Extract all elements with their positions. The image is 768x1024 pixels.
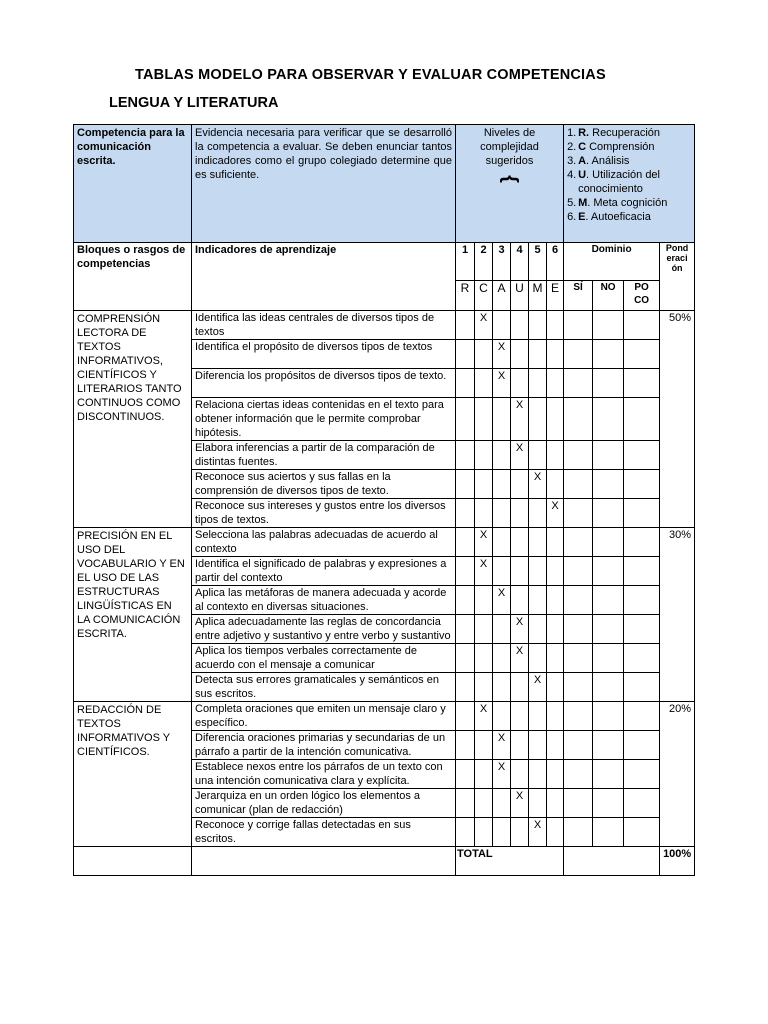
- indicator-text: Selecciona las palabras adecuadas de acuerdo al contexto: [192, 528, 456, 557]
- level-4-cell: [511, 760, 529, 789]
- dominio-no-cell: [593, 586, 624, 615]
- level-1-cell: [456, 615, 475, 644]
- level-5-cell: X: [529, 818, 547, 847]
- indicator-text: Elabora inferencias a partir de la comparación de distintas fuentes.: [192, 441, 456, 470]
- level-2-cell: [475, 470, 493, 499]
- level-4-cell: [511, 311, 529, 340]
- indicator-text: Jerarquiza en un orden lógico los elementos a comunicar (plan de redacción): [192, 789, 456, 818]
- level-3-cell: [493, 441, 511, 470]
- bloques-header: Bloques o rasgos de competencias: [74, 243, 192, 311]
- header-row: [74, 125, 695, 243]
- legend-key: E: [578, 211, 586, 223]
- dominio-no-cell: [593, 731, 624, 760]
- table-row: [74, 311, 695, 340]
- legend-text: . Análisis: [586, 155, 630, 167]
- dominio-si-cell: [564, 673, 593, 702]
- ponderacion-header: Pond eraci ón: [660, 243, 695, 281]
- letter-m: M: [529, 281, 547, 311]
- dominio-no-cell: [593, 311, 624, 340]
- dominio-si-cell: [564, 615, 593, 644]
- level-2-cell: [475, 586, 493, 615]
- level-2-cell: X: [475, 528, 493, 557]
- level-4-cell: [511, 499, 529, 528]
- dominio-si-cell: [564, 441, 593, 470]
- level-5-cell: X: [529, 673, 547, 702]
- level-1-cell: [456, 369, 475, 398]
- table-row: [74, 528, 695, 557]
- level-5-cell: [529, 702, 547, 731]
- dominio-no-cell: [593, 369, 624, 398]
- level-5-cell: [529, 398, 547, 441]
- dominio-poco-cell: [624, 340, 660, 369]
- level-4-cell: X: [511, 789, 529, 818]
- dominio-poco-cell: [624, 818, 660, 847]
- level-6-cell: X: [547, 499, 564, 528]
- dominio-si-cell: [564, 731, 593, 760]
- total-empty-2: [192, 847, 456, 876]
- level-5-cell: [529, 369, 547, 398]
- level-5-cell: [529, 499, 547, 528]
- level-2-cell: [475, 818, 493, 847]
- legend-item: [567, 196, 692, 210]
- level-1-cell: [456, 398, 475, 441]
- subheader-row-1: [74, 243, 695, 281]
- level-4-cell: X: [511, 644, 529, 673]
- level-3-cell: [493, 528, 511, 557]
- level-3-cell: X: [493, 586, 511, 615]
- dominio-header: Dominio: [564, 243, 660, 281]
- total-value: 100%: [660, 847, 695, 876]
- level-2-cell: [475, 398, 493, 441]
- block-weight: 30%: [660, 528, 695, 702]
- dominio-si-cell: [564, 528, 593, 557]
- legend-key: C: [578, 141, 587, 153]
- dominio-poco-cell: [624, 615, 660, 644]
- page-subtitle: LENGUA Y LITERATURA: [109, 95, 279, 111]
- dominio-si-cell: [564, 557, 593, 586]
- level-1-cell: [456, 441, 475, 470]
- level-6-cell: [547, 441, 564, 470]
- level-6-cell: [547, 702, 564, 731]
- total-dominio: [564, 847, 660, 876]
- level-3-cell: [493, 557, 511, 586]
- level-6-cell: [547, 644, 564, 673]
- indicator-text: Reconoce y corrige fallas detectadas en sus escritos.: [192, 818, 456, 847]
- level-2-cell: [475, 731, 493, 760]
- indicator-text: Detecta sus errores gramaticales y semánticos en sus escritos.: [192, 673, 456, 702]
- level-4-cell: [511, 702, 529, 731]
- level-6-cell: [547, 789, 564, 818]
- block-name: REDACCIÓN DE TEXTOS INFORMATIVOS Y CIENTÍFICOS.: [74, 702, 192, 847]
- indicator-text: Identifica el significado de palabras y expresiones a partir del contexto: [192, 557, 456, 586]
- dominio-poco-cell: [624, 369, 660, 398]
- level-1-cell: [456, 702, 475, 731]
- dominio-no-cell: [593, 528, 624, 557]
- indicator-text: Completa oraciones que emiten un mensaje claro y específico.: [192, 702, 456, 731]
- level-4-cell: X: [511, 615, 529, 644]
- niveles-label: Niveles de complejidad sugeridos: [480, 127, 539, 167]
- level-2-cell: [475, 673, 493, 702]
- level-1-header: 1: [456, 243, 475, 281]
- dominio-no-cell: [593, 340, 624, 369]
- legend-key: A: [578, 155, 587, 167]
- level-1-cell: [456, 499, 475, 528]
- dominio-si-cell: [564, 644, 593, 673]
- level-5-cell: [529, 760, 547, 789]
- ponderacion-blank: [660, 281, 695, 311]
- dominio-si-cell: [564, 311, 593, 340]
- level-4-header: 4: [511, 243, 529, 281]
- dominio-poco-cell: [624, 470, 660, 499]
- level-4-cell: [511, 731, 529, 760]
- level-6-cell: [547, 615, 564, 644]
- dominio-si-cell: [564, 586, 593, 615]
- evidencia-cell: Evidencia necesaria para verificar que se desarrolló la competencia a evaluar. Se deben enunciar tantos indicadores como el grupo colegiado determine que es suficiente.: [192, 125, 456, 243]
- level-3-cell: [493, 398, 511, 441]
- indicadores-header: Indicadores de aprendizaje: [192, 243, 456, 311]
- level-2-cell: [475, 340, 493, 369]
- level-5-cell: [529, 340, 547, 369]
- dominio-si-cell: [564, 499, 593, 528]
- level-6-cell: [547, 311, 564, 340]
- dominio-poco-cell: [624, 789, 660, 818]
- dominio-no-cell: [593, 818, 624, 847]
- level-5-header: 5: [529, 243, 547, 281]
- legend-item: [567, 168, 692, 196]
- legend-item: [567, 210, 692, 224]
- indicator-text: Identifica las ideas centrales de diversos tipos de textos: [192, 311, 456, 340]
- level-2-cell: X: [475, 311, 493, 340]
- dominio-no-cell: [593, 644, 624, 673]
- legend-key: U: [578, 169, 587, 181]
- dominio-si: SÍ: [564, 281, 593, 311]
- level-6-cell: [547, 470, 564, 499]
- level-6-header: 6: [547, 243, 564, 281]
- letter-r: R: [456, 281, 475, 311]
- level-3-cell: [493, 644, 511, 673]
- indicator-text: Reconoce sus intereses y gustos entre los diversos tipos de textos.: [192, 499, 456, 528]
- dominio-si-cell: [564, 818, 593, 847]
- evaluation-table: [73, 124, 695, 876]
- dominio-no-cell: [593, 470, 624, 499]
- legend-cell: [564, 125, 695, 243]
- legend-number: 3.: [567, 155, 577, 167]
- indicator-text: Diferencia oraciones primarias y secundarias de un párrafo a partir de la intención comunicativa.: [192, 731, 456, 760]
- indicator-text: Diferencia los propósitos de diversos tipos de texto.: [192, 369, 456, 398]
- level-4-cell: [511, 369, 529, 398]
- level-5-cell: [529, 731, 547, 760]
- letter-e: E: [547, 281, 564, 311]
- level-5-cell: [529, 311, 547, 340]
- dominio-poco-cell: [624, 702, 660, 731]
- level-1-cell: [456, 644, 475, 673]
- level-5-cell: X: [529, 470, 547, 499]
- level-4-cell: X: [511, 398, 529, 441]
- level-3-cell: [493, 615, 511, 644]
- level-5-cell: [529, 528, 547, 557]
- legend-number: 2.: [567, 141, 577, 153]
- dominio-no: NO: [593, 281, 624, 311]
- level-4-cell: [511, 818, 529, 847]
- dominio-poco-cell: [624, 557, 660, 586]
- competencia-cell: Competencia para la comunicación escrita.: [74, 125, 192, 243]
- level-2-cell: [475, 644, 493, 673]
- legend-number: 1.: [567, 127, 577, 139]
- legend-number: 4.: [567, 169, 577, 181]
- level-5-cell: [529, 644, 547, 673]
- dominio-no-cell: [593, 760, 624, 789]
- indicator-text: Aplica los tiempos verbales correctamente de acuerdo con el mensaje a comunicar: [192, 644, 456, 673]
- dominio-poco-cell: [624, 441, 660, 470]
- letter-c: C: [475, 281, 493, 311]
- level-2-cell: X: [475, 557, 493, 586]
- level-2-cell: [475, 369, 493, 398]
- dominio-poco-cell: [624, 311, 660, 340]
- dominio-si-cell: [564, 470, 593, 499]
- dominio-poco-cell: [624, 760, 660, 789]
- legend-key: R.: [578, 127, 590, 139]
- level-5-cell: [529, 441, 547, 470]
- legend-text: . Utilización del conocimiento: [578, 169, 660, 195]
- dominio-no-cell: [593, 615, 624, 644]
- level-1-cell: [456, 311, 475, 340]
- level-1-cell: [456, 470, 475, 499]
- level-3-cell: [493, 470, 511, 499]
- level-2-cell: [475, 789, 493, 818]
- block-weight: 50%: [660, 311, 695, 528]
- level-2-cell: X: [475, 702, 493, 731]
- total-label: TOTAL: [456, 847, 564, 876]
- level-1-cell: [456, 340, 475, 369]
- indicator-text: Identifica el propósito de diversos tipos de textos: [192, 340, 456, 369]
- level-6-cell: [547, 340, 564, 369]
- dominio-no-cell: [593, 702, 624, 731]
- dominio-no-cell: [593, 673, 624, 702]
- dominio-poco-cell: [624, 586, 660, 615]
- level-3-cell: [493, 673, 511, 702]
- legend-item: [567, 154, 692, 168]
- level-3-cell: X: [493, 760, 511, 789]
- level-6-cell: [547, 760, 564, 789]
- indicator-text: Establece nexos entre los párrafos de un texto con una intención comunicativa clara y explícita.: [192, 760, 456, 789]
- dominio-poco-cell: [624, 398, 660, 441]
- level-1-cell: [456, 731, 475, 760]
- letter-a: A: [493, 281, 511, 311]
- levels-legend: [564, 126, 692, 224]
- level-5-cell: [529, 557, 547, 586]
- dominio-si-cell: [564, 398, 593, 441]
- level-6-cell: [547, 398, 564, 441]
- indicator-text: Aplica adecuadamente las reglas de concordancia entre adjetivo y sustantivo y entre verbo y sustantivo: [192, 615, 456, 644]
- dominio-poco-cell: [624, 528, 660, 557]
- brace-icon: {: [498, 175, 521, 183]
- block-weight: 20%: [660, 702, 695, 847]
- level-3-cell: [493, 789, 511, 818]
- level-5-cell: [529, 586, 547, 615]
- level-4-cell: [511, 586, 529, 615]
- legend-item: [567, 140, 692, 154]
- dominio-poco: PO CO: [624, 281, 660, 311]
- level-4-cell: [511, 557, 529, 586]
- total-row: [74, 847, 695, 876]
- level-3-cell: X: [493, 731, 511, 760]
- dominio-no-cell: [593, 789, 624, 818]
- level-6-cell: [547, 369, 564, 398]
- level-6-cell: [547, 818, 564, 847]
- dominio-poco-cell: [624, 499, 660, 528]
- legend-text: Comprensión: [586, 141, 655, 153]
- dominio-no-cell: [593, 398, 624, 441]
- level-2-cell: [475, 760, 493, 789]
- block-name: COMPRENSIÓN LECTORA DE TEXTOS INFORMATIVOS, CIENTÍFICOS Y LITERARIOS TANTO CONTINUOS COMO DISCONTINUOS.: [74, 311, 192, 528]
- dominio-no-cell: [593, 557, 624, 586]
- legend-number: 5.: [567, 197, 577, 209]
- table-row: [74, 702, 695, 731]
- niveles-cell: [456, 125, 564, 243]
- level-6-cell: [547, 673, 564, 702]
- level-3-cell: [493, 311, 511, 340]
- page-title: TABLAS MODELO PARA OBSERVAR Y EVALUAR COMPETENCIAS: [135, 67, 606, 83]
- indicator-text: Aplica las metáforas de manera adecuada y acorde al contexto en diversas situaciones.: [192, 586, 456, 615]
- level-4-cell: [511, 528, 529, 557]
- dominio-poco-cell: [624, 731, 660, 760]
- dominio-si-cell: [564, 702, 593, 731]
- level-4-cell: X: [511, 441, 529, 470]
- level-6-cell: [547, 731, 564, 760]
- level-6-cell: [547, 528, 564, 557]
- level-4-cell: [511, 340, 529, 369]
- level-1-cell: [456, 818, 475, 847]
- indicator-text: Relaciona ciertas ideas contenidas en el texto para obtener información que le permite comprobar hipótesis.: [192, 398, 456, 441]
- level-6-cell: [547, 557, 564, 586]
- level-2-cell: [475, 499, 493, 528]
- level-1-cell: [456, 673, 475, 702]
- level-1-cell: [456, 557, 475, 586]
- level-4-cell: [511, 673, 529, 702]
- total-empty-1: [74, 847, 192, 876]
- level-1-cell: [456, 760, 475, 789]
- level-4-cell: [511, 470, 529, 499]
- level-1-cell: [456, 586, 475, 615]
- level-2-cell: [475, 615, 493, 644]
- legend-item: [567, 126, 692, 140]
- level-3-cell: [493, 818, 511, 847]
- letter-u: U: [511, 281, 529, 311]
- dominio-no-cell: [593, 499, 624, 528]
- dominio-no-cell: [593, 441, 624, 470]
- level-2-header: 2: [475, 243, 493, 281]
- dominio-si-cell: [564, 369, 593, 398]
- level-3-cell: X: [493, 369, 511, 398]
- block-name: PRECISIÓN EN EL USO DEL VOCABULARIO Y EN EL USO DE LAS ESTRUCTURAS LINGÜÍSTICAS EN LA COMUNICACIÓN ESCRITA.: [74, 528, 192, 702]
- level-3-cell: [493, 499, 511, 528]
- level-3-cell: [493, 702, 511, 731]
- legend-number: 6.: [567, 211, 577, 223]
- dominio-si-cell: [564, 789, 593, 818]
- level-2-cell: [475, 441, 493, 470]
- level-5-cell: [529, 615, 547, 644]
- dominio-si-cell: [564, 760, 593, 789]
- dominio-poco-cell: [624, 673, 660, 702]
- indicator-text: Reconoce sus aciertos y sus fallas en la comprensión de diversos tipos de texto.: [192, 470, 456, 499]
- legend-text: . Meta cognición: [587, 197, 668, 209]
- legend-key: M: [578, 197, 588, 209]
- level-1-cell: [456, 528, 475, 557]
- legend-text: Recuperación: [589, 127, 660, 139]
- level-6-cell: [547, 586, 564, 615]
- level-5-cell: [529, 789, 547, 818]
- level-3-cell: X: [493, 340, 511, 369]
- level-1-cell: [456, 789, 475, 818]
- dominio-poco-cell: [624, 644, 660, 673]
- dominio-si-cell: [564, 340, 593, 369]
- legend-text: . Autoeficacia: [585, 211, 651, 223]
- level-3-header: 3: [493, 243, 511, 281]
